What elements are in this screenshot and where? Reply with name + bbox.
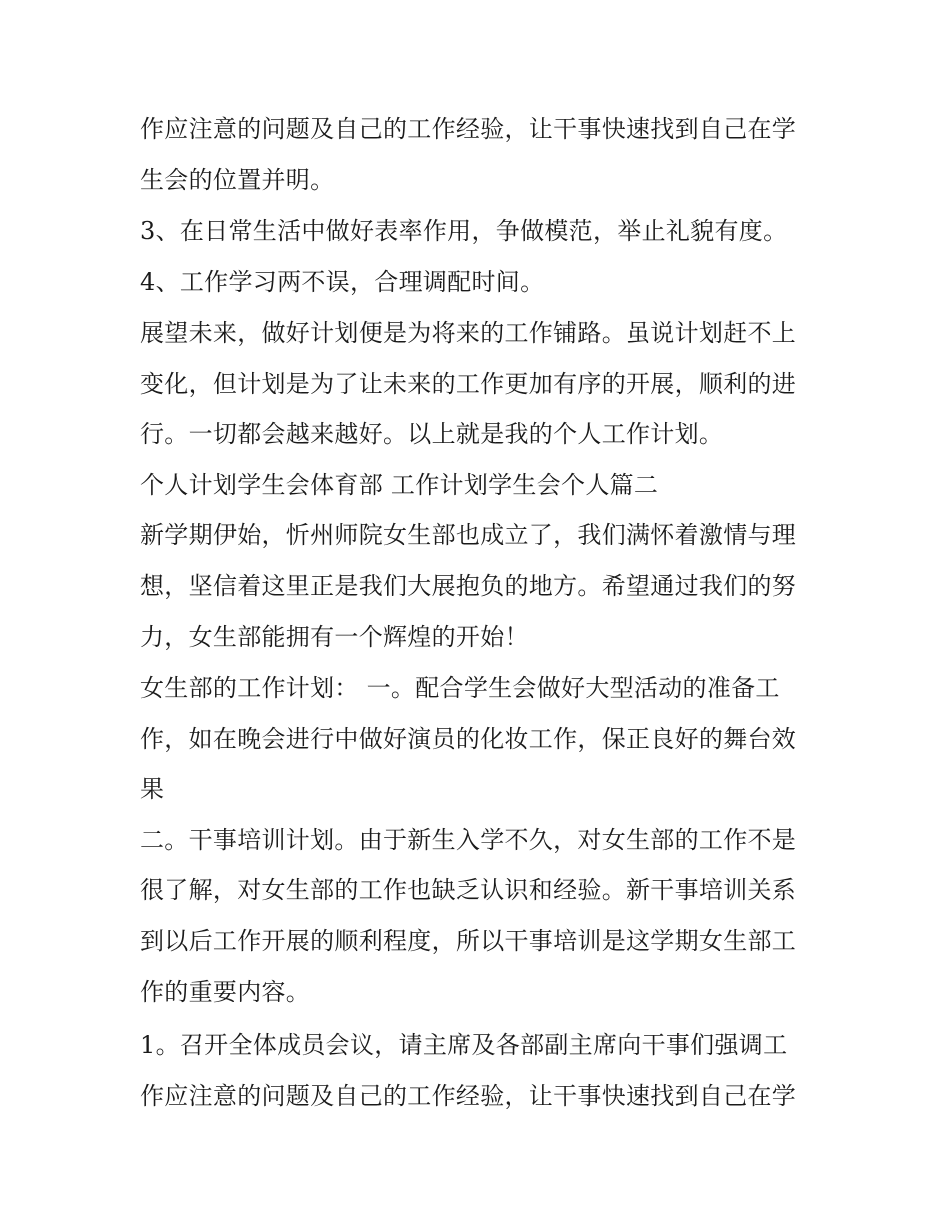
text-line: 变化，但计划是为了让未来的工作更加有序的开展，顺利的进 xyxy=(140,370,797,398)
text-line: 很了解，对女生部的工作也缺乏认识和经验。新干事培训关系 xyxy=(140,876,797,904)
text-line: 想，坚信着这里正是我们大展抱负的地方。希望通过我们的努 xyxy=(140,572,797,600)
text-line: 展望未来，做好计划便是为将来的工作铺路。虽说计划赶不上 xyxy=(140,319,797,347)
text-line: 女生部的工作计划： 一。配合学生会做好大型活动的准备工 xyxy=(140,674,780,702)
text-line: 新学期伊始，忻州师院女生部也成立了，我们满怀着激情与理 xyxy=(140,521,797,549)
text-line: 生会的位置并明。 xyxy=(140,166,335,194)
text-line: 到以后工作开展的顺利程度，所以干事培训是这学期女生部工 xyxy=(140,927,797,955)
text-line: 力，女生部能拥有一个辉煌的开始！ xyxy=(140,623,529,651)
section-heading: 个人计划学生会体育部 工作计划学生会个人篇二 xyxy=(140,471,659,499)
text-line: 二。干事培训计划。由于新生入学不久，对女生部的工作不是 xyxy=(140,826,797,854)
text-line: 作，如在晚会进行中做好演员的化妆工作，保正良好的舞台效 xyxy=(140,725,797,753)
text-line: 3、在日常生活中做好表率作用，争做模范，举止礼貌有度。 xyxy=(140,217,788,245)
text-line: 果 xyxy=(140,775,165,803)
text-line: 作的重要内容。 xyxy=(140,978,311,1006)
text-line: 作应注意的问题及自己的工作经验，让干事快速找到自己在学 xyxy=(140,115,797,143)
text-line: 4、工作学习两不误，合理调配时间。 xyxy=(140,268,545,296)
text-line: 作应注意的问题及自己的工作经验，让干事快速找到自己在学 xyxy=(140,1082,797,1110)
text-line: 1。召开全体成员会议，请主席及各部副主席向干事们强调工 xyxy=(140,1031,788,1059)
text-line: 行。一切都会越来越好。以上就是我的个人工作计划。 xyxy=(140,420,724,448)
